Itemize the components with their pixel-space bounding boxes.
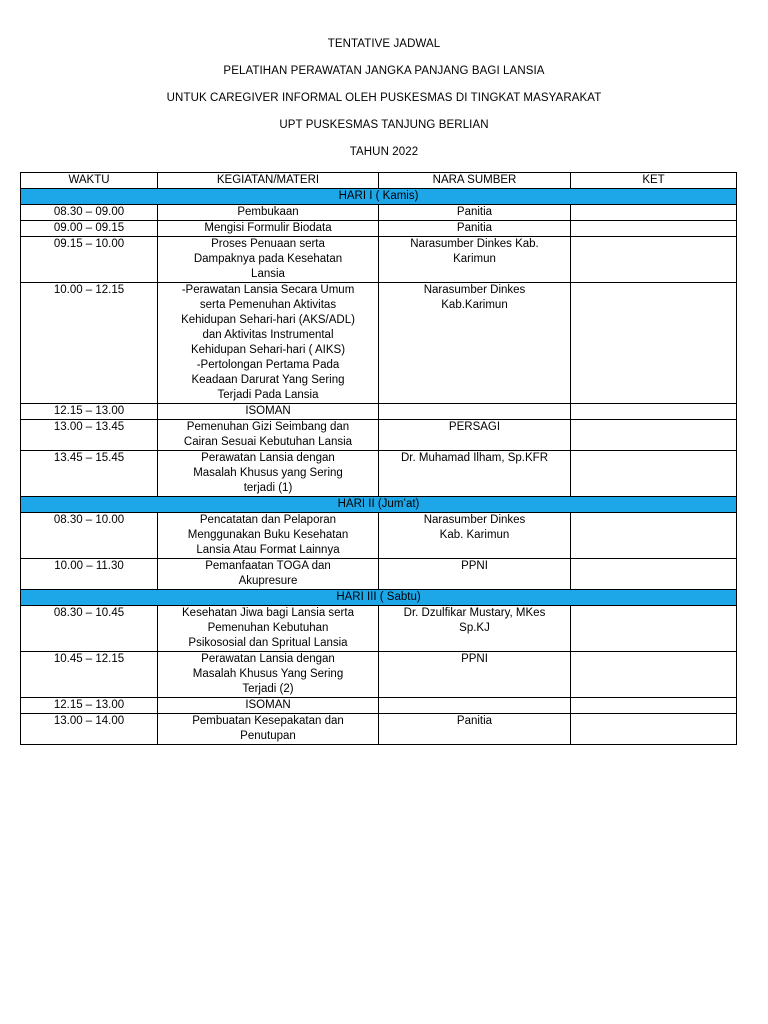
day-header-row xyxy=(21,497,737,513)
title-line-4: UPT PUSKESMAS TANJUNG BERLIAN xyxy=(279,119,489,131)
cell-narasumber: Dr. Dzulfikar Mustary, MKes Sp.KJ xyxy=(379,606,571,652)
cell-narasumber: Panitia xyxy=(379,714,571,745)
cell-narasumber xyxy=(379,698,571,714)
cell-waktu: 12.15 – 13.00 xyxy=(21,404,158,420)
schedule-table xyxy=(20,172,737,745)
cell-ket xyxy=(571,404,737,420)
table-row xyxy=(21,237,737,283)
table-row xyxy=(21,205,737,221)
cell-narasumber: Narasumber Dinkes Kab. Karimun xyxy=(379,513,571,559)
title-line-2: PELATIHAN PERAWATAN JANGKA PANJANG BAGI LANSIA xyxy=(223,65,545,77)
table-row xyxy=(21,559,737,590)
table-row xyxy=(21,221,737,237)
cell-kegiatan: Perawatan Lansia dengan Masalah Khusus yang Sering terjadi (1) xyxy=(158,451,379,497)
cell-waktu: 10.00 – 11.30 xyxy=(21,559,158,590)
header-waktu: WAKTU xyxy=(21,173,158,189)
cell-kegiatan: ISOMAN xyxy=(158,698,379,714)
cell-ket xyxy=(571,513,737,559)
title-line-3: UNTUK CAREGIVER INFORMAL OLEH PUSKESMAS DI TINGKAT MASYARAKAT xyxy=(166,92,602,104)
day-label: HARI II (Jum’at) xyxy=(21,497,737,513)
table-row xyxy=(21,420,737,451)
table-header-row xyxy=(21,173,737,189)
cell-ket xyxy=(571,221,737,237)
cell-kegiatan: Perawatan Lansia dengan Masalah Khusus Yang Sering Terjadi (2) xyxy=(158,652,379,698)
cell-ket xyxy=(571,237,737,283)
title-line-1: TENTATIVE JADWAL xyxy=(327,38,441,50)
table-row xyxy=(21,606,737,652)
cell-ket xyxy=(571,451,737,497)
cell-waktu: 13.00 – 14.00 xyxy=(21,714,158,745)
cell-narasumber: PERSAGI xyxy=(379,420,571,451)
cell-ket xyxy=(571,652,737,698)
cell-waktu: 13.45 – 15.45 xyxy=(21,451,158,497)
cell-kegiatan: Pemanfaatan TOGA dan Akupresure xyxy=(158,559,379,590)
cell-narasumber: Dr. Muhamad Ilham, Sp.KFR xyxy=(379,451,571,497)
cell-narasumber: Panitia xyxy=(379,205,571,221)
day-label: HARI III ( Sabtu) xyxy=(21,590,737,606)
table-row xyxy=(21,283,737,404)
cell-ket xyxy=(571,714,737,745)
cell-narasumber: Narasumber Dinkes Kab. Karimun xyxy=(379,237,571,283)
header-narasumber: NARA SUMBER xyxy=(379,173,571,189)
table-row xyxy=(21,652,737,698)
day-header-row xyxy=(21,590,737,606)
cell-kegiatan: Kesehatan Jiwa bagi Lansia serta Pemenuhan Kebutuhan Psikososial dan Spritual Lansia xyxy=(158,606,379,652)
cell-ket xyxy=(571,420,737,451)
header-kegiatan: KEGIATAN/MATERI xyxy=(158,173,379,189)
day-label: HARI I ( Kamis) xyxy=(21,189,737,205)
cell-narasumber xyxy=(379,404,571,420)
cell-narasumber: PPNI xyxy=(379,559,571,590)
cell-kegiatan: Pembukaan xyxy=(158,205,379,221)
cell-ket xyxy=(571,283,737,404)
cell-waktu: 12.15 – 13.00 xyxy=(21,698,158,714)
cell-ket xyxy=(571,559,737,590)
table-row xyxy=(21,714,737,745)
cell-waktu: 13.00 – 13.45 xyxy=(21,420,158,451)
cell-kegiatan: -Perawatan Lansia Secara Umum serta Pemenuhan Aktivitas Kehidupan Sehari-hari (AKS/ADL) dan Aktivitas Instrumental Kehidupan Sehari-hari ( AIKS) -Pertolongan Pertama Pada Keadaan Darurat Yang Sering Terjadi Pada Lansia xyxy=(158,283,379,404)
header-ket: KET xyxy=(571,173,737,189)
cell-kegiatan: Pembuatan Kesepakatan dan Penutupan xyxy=(158,714,379,745)
cell-kegiatan: Pemenuhan Gizi Seimbang dan Cairan Sesuai Kebutuhan Lansia xyxy=(158,420,379,451)
cell-narasumber: PPNI xyxy=(379,652,571,698)
cell-kegiatan: ISOMAN xyxy=(158,404,379,420)
cell-waktu: 09.00 – 09.15 xyxy=(21,221,158,237)
title-line-5: TAHUN 2022 xyxy=(349,146,419,158)
cell-kegiatan: Mengisi Formulir Biodata xyxy=(158,221,379,237)
cell-narasumber: Panitia xyxy=(379,221,571,237)
cell-waktu: 09.15 – 10.00 xyxy=(21,237,158,283)
cell-ket xyxy=(571,205,737,221)
table-row xyxy=(21,404,737,420)
cell-ket xyxy=(571,698,737,714)
day-header-row xyxy=(21,189,737,205)
table-row xyxy=(21,513,737,559)
cell-narasumber: Narasumber Dinkes Kab.Karimun xyxy=(379,283,571,404)
table-row xyxy=(21,451,737,497)
table-row xyxy=(21,698,737,714)
cell-waktu: 08.30 – 10.00 xyxy=(21,513,158,559)
cell-waktu: 10.00 – 12.15 xyxy=(21,283,158,404)
cell-waktu: 08.30 – 09.00 xyxy=(21,205,158,221)
cell-waktu: 10.45 – 12.15 xyxy=(21,652,158,698)
cell-kegiatan: Pencatatan dan Pelaporan Menggunakan Buku Kesehatan Lansia Atau Format Lainnya xyxy=(158,513,379,559)
cell-waktu: 08.30 – 10.45 xyxy=(21,606,158,652)
cell-ket xyxy=(571,606,737,652)
cell-kegiatan: Proses Penuaan serta Dampaknya pada Kesehatan Lansia xyxy=(158,237,379,283)
